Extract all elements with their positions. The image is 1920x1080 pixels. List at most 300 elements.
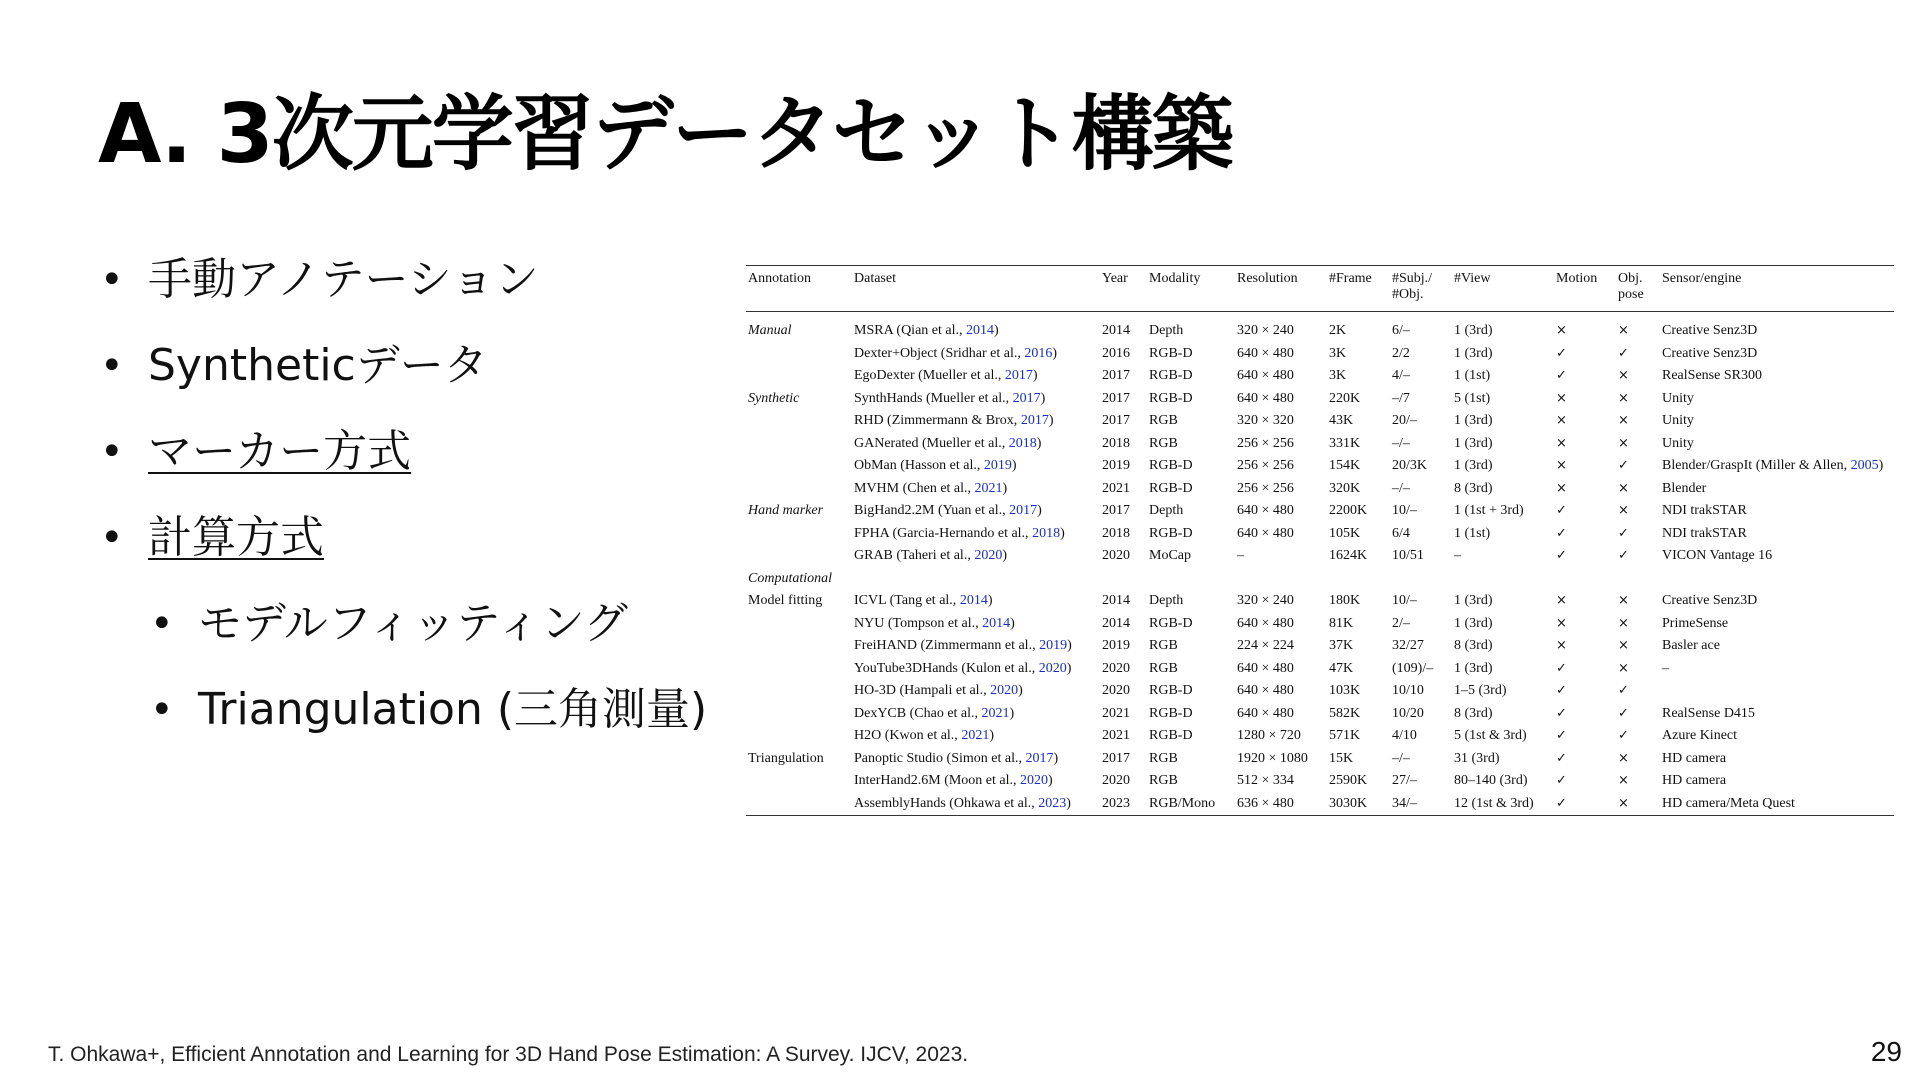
cell-motion: ✓: [1556, 728, 1567, 743]
cell-subj: [1390, 568, 1452, 591]
cell-annotation: Manual: [748, 323, 792, 338]
table-row: [746, 500, 1894, 523]
cell-dataset: [852, 478, 1100, 501]
cell-objpose: ✓: [1618, 548, 1629, 563]
cell-year: 2021: [1102, 480, 1130, 496]
cell-modality: [1147, 568, 1235, 591]
cell-resolution: [1235, 568, 1327, 591]
cell-motion: [1554, 568, 1616, 591]
dataset-name: ObMan (Hasson et al.,: [854, 458, 984, 473]
cell-dataset: [852, 343, 1100, 366]
cell-year: 2017: [1102, 368, 1130, 383]
cell-view: 8 (3rd): [1454, 480, 1493, 496]
cell-annotation: [746, 545, 852, 568]
citation-link[interactable]: 2020: [1038, 660, 1067, 676]
cell-year: 2014: [1102, 323, 1130, 338]
cell-modality: RGB-D: [1149, 705, 1193, 721]
cell-sensor: Blender: [1662, 480, 1707, 496]
cell-view: 12 (1st & 3rd): [1454, 795, 1534, 811]
citation-link[interactable]: 2016: [1024, 345, 1053, 361]
cell-frame: 3K: [1329, 368, 1347, 383]
dataset-name: BigHand2.2M (Yuan et al.,: [854, 503, 1010, 518]
cell-motion: ×: [1556, 435, 1567, 451]
cell-subj: –/–: [1392, 750, 1410, 766]
column-header: Sensor/engine: [1662, 271, 1742, 286]
cell-dataset: [852, 590, 1100, 613]
cell-sensor: RealSense SR300: [1662, 368, 1762, 383]
close-paren: ): [989, 728, 994, 743]
cell-sensor: [1660, 568, 1894, 591]
close-paren: ): [1052, 345, 1058, 361]
citation-link[interactable]: 2021: [981, 705, 1010, 721]
cell-dataset: [852, 635, 1100, 658]
cell-objpose: ×: [1618, 615, 1629, 631]
cell-view: 1–5 (3rd): [1454, 683, 1507, 698]
dataset-name: FreiHAND (Zimmermann et al.,: [854, 638, 1040, 653]
cell-year: 2021: [1102, 728, 1130, 743]
cell-resolution: 640 × 480: [1237, 368, 1294, 383]
cell-motion: ✓: [1556, 795, 1567, 811]
cell-modality: RGB: [1149, 660, 1178, 676]
table-row: [746, 388, 1894, 411]
bullet-dot-icon: •: [150, 601, 174, 647]
page-number: 29: [1870, 1036, 1902, 1067]
column-header: Obj. pose: [1618, 271, 1644, 302]
cell-frame: 81K: [1329, 615, 1354, 631]
cell-subj: 34/–: [1392, 795, 1417, 811]
column-header: Resolution: [1237, 271, 1298, 286]
cell-objpose: ×: [1618, 323, 1629, 338]
cell-annotation: [746, 433, 852, 456]
close-paren: ): [1040, 390, 1046, 406]
cell-view: 31 (3rd): [1454, 750, 1500, 766]
close-paren: ): [1032, 368, 1038, 383]
cell-motion: ✓: [1556, 503, 1567, 518]
citation-link[interactable]: 2020: [990, 683, 1019, 698]
cell-frame: 105K: [1329, 525, 1361, 541]
cell-annotation: Computational: [748, 570, 833, 586]
cell-annotation: Model fitting: [748, 593, 823, 608]
citation-link[interactable]: 2014: [959, 593, 988, 608]
dataset-table: [746, 265, 1894, 816]
cell-dataset: [852, 410, 1100, 433]
citation-link[interactable]: 2020: [974, 548, 1003, 563]
cell-year: 2017: [1102, 413, 1130, 428]
cell-sensor: Unity: [1662, 413, 1694, 428]
cell-view: 1 (1st): [1454, 368, 1491, 383]
cell-dataset: [852, 365, 1100, 388]
cell-subj: 10/20: [1392, 705, 1424, 721]
cell-dataset: [852, 388, 1100, 411]
citation-footer: T. Ohkawa+, Efficient Annotation and Learning for 3D Hand Pose Estimation: A Survey. IJCV, 2023.: [48, 1043, 969, 1066]
table-row: [746, 635, 1894, 658]
dataset-name: Panoptic Studio (Simon et al.,: [854, 750, 1026, 766]
cell-modality: RGB-D: [1149, 458, 1193, 473]
cell-resolution: 256 × 256: [1237, 435, 1294, 451]
cell-frame: 37K: [1329, 638, 1354, 653]
table-row: [746, 613, 1894, 636]
cell-frame: [1327, 568, 1390, 591]
dataset-name: H2O (Kwon et al.,: [854, 728, 962, 743]
column-header: Motion: [1556, 271, 1598, 286]
bullet-text: 手動アノテーション: [148, 254, 539, 305]
cell-motion: ✓: [1556, 548, 1567, 563]
close-paren: ): [1036, 435, 1042, 451]
cell-objpose: ×: [1618, 750, 1629, 766]
cell-objpose: ✓: [1618, 705, 1629, 721]
dataset-name: NYU (Tompson et al.,: [854, 615, 983, 631]
cell-year: 2019: [1102, 638, 1130, 653]
bullet-dot-icon: •: [100, 429, 124, 475]
cell-annotation: Synthetic: [748, 390, 800, 406]
cell-year: 2020: [1102, 683, 1130, 698]
citation-link[interactable]: 2019: [983, 458, 1012, 473]
cell-annotation: [746, 793, 852, 816]
cell-view: 1 (3rd): [1454, 458, 1493, 473]
bullet-text: Triangulation (三角測量): [198, 684, 708, 735]
cell-motion: ×: [1556, 323, 1567, 338]
cell-modality: RGB-D: [1149, 368, 1193, 383]
cell-motion: ✓: [1556, 750, 1567, 766]
dataset-name: DexYCB (Chao et al.,: [854, 705, 982, 721]
cell-annotation: Hand marker: [748, 503, 824, 518]
cell-dataset: [852, 433, 1100, 456]
cell-frame: 331K: [1329, 435, 1361, 451]
cell-subj: 10/51: [1392, 548, 1424, 563]
cell-view: –: [1454, 548, 1461, 563]
cell-modality: RGB: [1149, 638, 1178, 653]
cell-dataset: [852, 658, 1100, 681]
dataset-table-wrapper: [746, 265, 1894, 816]
cell-frame: 571K: [1329, 728, 1361, 743]
cell-objpose: ×: [1618, 480, 1629, 496]
cell-view: 1 (3rd): [1454, 413, 1493, 428]
close-paren: ): [1878, 458, 1884, 473]
cell-view: 1 (1st + 3rd): [1454, 503, 1524, 518]
cell-motion: ✓: [1556, 660, 1567, 676]
table-header-row: [746, 266, 1894, 312]
cell-subj: 2/2: [1392, 345, 1410, 361]
table-row: [746, 343, 1894, 366]
cell-dataset: [852, 793, 1100, 816]
cell-motion: ×: [1556, 458, 1567, 473]
slide-title: A. 3次元学習データセット構築: [98, 87, 1232, 182]
cell-modality: RGB: [1149, 773, 1178, 788]
cell-modality: RGB-D: [1149, 683, 1193, 698]
cell-objpose: ×: [1618, 638, 1629, 653]
citation-link[interactable]: 2018: [1032, 525, 1061, 541]
cell-objpose: ×: [1618, 435, 1629, 451]
citation-link[interactable]: 2021: [974, 480, 1003, 496]
cell-view: 1 (3rd): [1454, 593, 1493, 608]
cell-sensor: Creative Senz3D: [1662, 345, 1758, 361]
cell-dataset: [852, 523, 1100, 546]
cell-view: 8 (3rd): [1454, 705, 1493, 721]
cell-frame: 43K: [1329, 413, 1354, 428]
cell-resolution: 640 × 480: [1237, 525, 1294, 541]
cell-modality: RGB-D: [1149, 525, 1193, 541]
cell-motion: ✓: [1556, 345, 1567, 361]
cell-resolution: 640 × 480: [1237, 660, 1294, 676]
cell-year: 2020: [1102, 660, 1130, 676]
citation-link[interactable]: 2014: [982, 615, 1011, 631]
cell-resolution: 256 × 256: [1237, 458, 1294, 473]
cell-annotation: [746, 658, 852, 681]
close-paren: ): [1053, 750, 1059, 766]
column-header: Dataset: [854, 271, 896, 286]
table-row: [746, 433, 1894, 456]
table-row: [746, 478, 1894, 501]
cell-resolution: 320 × 240: [1237, 593, 1294, 608]
dataset-name: SynthHands (Mueller et al.,: [854, 390, 1013, 406]
cell-subj: 10/10: [1392, 683, 1424, 698]
cell-frame: 220K: [1329, 390, 1361, 406]
cell-dataset: [852, 703, 1100, 726]
cell-objpose: ×: [1618, 390, 1629, 406]
cell-resolution: 320 × 240: [1237, 323, 1294, 338]
cell-frame: 1624K: [1329, 548, 1368, 563]
dataset-name: GRAB (Taheri et al.,: [854, 548, 975, 563]
cell-frame: 320K: [1329, 480, 1361, 496]
table-row: [746, 770, 1894, 793]
cell-year: [1100, 568, 1147, 591]
cell-subj: –/7: [1392, 390, 1410, 406]
column-header: Modality: [1149, 271, 1201, 286]
table-row: [746, 725, 1894, 748]
cell-frame: 582K: [1329, 705, 1361, 721]
cell-objpose: ✓: [1618, 345, 1629, 361]
cell-view: [1452, 568, 1554, 591]
cell-subj: 32/27: [1392, 638, 1424, 653]
cell-objpose: ×: [1618, 413, 1629, 428]
cell-resolution: 640 × 480: [1237, 345, 1294, 361]
cell-modality: RGB-D: [1149, 480, 1193, 496]
cell-resolution: 320 × 320: [1237, 413, 1294, 428]
cell-annotation: [746, 680, 852, 703]
close-paren: ): [1002, 548, 1007, 563]
cell-modality: RGB-D: [1149, 390, 1193, 406]
cell-year: 2014: [1102, 593, 1130, 608]
cell-annotation: [746, 365, 852, 388]
close-paren: ): [1060, 525, 1065, 541]
cell-sensor: RealSense D415: [1662, 705, 1755, 721]
cell-year: 2023: [1102, 795, 1130, 811]
table-header: [746, 266, 1894, 312]
cell-motion: ×: [1556, 413, 1567, 428]
cell-annotation: [746, 343, 852, 366]
close-paren: ): [1037, 503, 1042, 518]
cell-frame: 3K: [1329, 345, 1347, 361]
dataset-name: RHD (Zimmermann & Brox,: [854, 413, 1021, 428]
citation-link[interactable]: 2014: [966, 323, 994, 338]
cell-resolution: 640 × 480: [1237, 705, 1294, 721]
cell-sensor: Basler ace: [1662, 638, 1720, 653]
cell-objpose: ✓: [1618, 728, 1629, 743]
cell-modality: Depth: [1149, 323, 1184, 338]
cell-view: 1 (3rd): [1454, 345, 1493, 361]
cell-resolution: 1280 × 720: [1237, 728, 1301, 743]
cell-sensor: [1660, 455, 1894, 478]
column-header: #Frame: [1329, 271, 1372, 286]
cell-view: 1 (3rd): [1454, 615, 1493, 631]
dataset-name: MSRA (Qian et al.,: [854, 323, 966, 338]
cell-sensor: PrimeSense: [1662, 615, 1729, 631]
table-row: [746, 793, 1894, 816]
cell-frame: 2590K: [1329, 773, 1368, 788]
dataset-name: AssemblyHands (Ohkawa et al.,: [854, 795, 1039, 811]
citation-link[interactable]: 2020: [1020, 773, 1049, 788]
table-row: [746, 523, 1894, 546]
cell-frame: 2200K: [1329, 503, 1368, 518]
cell-objpose: ✓: [1618, 458, 1629, 473]
bullet-text: マーカー方式: [148, 426, 412, 477]
close-paren: ): [987, 593, 993, 608]
cell-dataset: [852, 455, 1100, 478]
table-row: [746, 455, 1894, 478]
cell-subj: 6/–: [1392, 323, 1410, 338]
cell-dataset: [852, 500, 1100, 523]
cell-modality: RGB: [1149, 750, 1178, 766]
cell-year: 2017: [1102, 503, 1130, 518]
bullet-dot-icon: •: [100, 343, 124, 389]
close-paren: ): [1018, 683, 1023, 698]
citation-link[interactable]: 2017: [1012, 390, 1041, 406]
close-paren: ): [994, 323, 999, 338]
cell-view: 1 (3rd): [1454, 323, 1493, 338]
cell-sensor: Creative Senz3D: [1662, 323, 1758, 338]
cell-sensor: Unity: [1662, 435, 1694, 451]
close-paren: ): [1048, 413, 1054, 428]
cell-subj: 20/3K: [1392, 458, 1427, 473]
dataset-name: HO-3D (Hampali et al.,: [854, 683, 991, 698]
cell-modality: RGB: [1149, 413, 1178, 428]
citation-link[interactable]: 2017: [1004, 368, 1033, 383]
cell-sensor: HD camera: [1662, 773, 1727, 788]
cell-modality: Depth: [1149, 503, 1184, 518]
citation-link[interactable]: 2017: [1020, 413, 1049, 428]
cell-frame: 47K: [1329, 660, 1354, 676]
cell-sensor: Creative Senz3D: [1662, 593, 1758, 608]
cell-dataset: [852, 613, 1100, 636]
cell-subj: 4/–: [1392, 368, 1410, 383]
citation-link[interactable]: 2017: [1009, 503, 1038, 518]
cell-motion: ×: [1556, 615, 1567, 631]
cell-sensor: NDI trakSTAR: [1662, 525, 1747, 541]
cell-subj: 27/–: [1392, 773, 1417, 788]
cell-subj: 4/10: [1392, 728, 1417, 743]
cell-annotation: Triangulation: [748, 750, 824, 766]
cell-motion: ×: [1556, 390, 1567, 406]
dataset-name: Dexter+Object (Sridhar et al.,: [854, 345, 1025, 361]
dataset-name: FPHA (Garcia-Hernando et al.,: [854, 525, 1033, 541]
table-row: [746, 545, 1894, 568]
cell-resolution: 224 × 224: [1237, 638, 1294, 653]
cell-objpose: [1616, 568, 1660, 591]
table-row: [746, 365, 1894, 388]
cell-dataset: [852, 568, 1100, 591]
cell-year: 2020: [1102, 548, 1130, 563]
cell-resolution: –: [1237, 548, 1244, 563]
close-paren: ): [1009, 705, 1015, 721]
cell-annotation: [746, 523, 852, 546]
cell-objpose: ×: [1618, 503, 1629, 518]
cell-resolution: 640 × 480: [1237, 615, 1294, 631]
column-header: #View: [1454, 271, 1491, 286]
cell-sensor: Unity: [1662, 390, 1694, 406]
column-header: Year: [1102, 271, 1128, 286]
table-row: [746, 568, 1894, 591]
cell-modality: RGB-D: [1149, 345, 1193, 361]
cell-objpose: ×: [1618, 773, 1629, 788]
cell-sensor: VICON Vantage 16: [1662, 548, 1773, 563]
bullet-text: Syntheticデータ: [148, 340, 488, 391]
cell-objpose: ×: [1618, 368, 1629, 383]
cell-year: 2017: [1102, 750, 1130, 766]
cell-sensor: NDI trakSTAR: [1662, 503, 1747, 518]
cell-annotation: [746, 770, 852, 793]
cell-objpose: ×: [1618, 795, 1629, 811]
cell-view: 80–140 (3rd): [1454, 773, 1528, 788]
citation-link[interactable]: 2018: [1008, 435, 1037, 451]
sensor-name: Blender/GraspIt (Miller & Allen,: [1662, 458, 1851, 473]
cell-resolution: 1920 × 1080: [1237, 750, 1308, 766]
cell-year: 2021: [1102, 705, 1130, 721]
cell-motion: ✓: [1556, 368, 1567, 383]
citation-link[interactable]: 2005: [1850, 458, 1879, 473]
cell-sensor: Azure Kinect: [1662, 728, 1738, 743]
cell-dataset: [852, 725, 1100, 748]
citation-link[interactable]: 2019: [1039, 638, 1068, 653]
cell-year: 2020: [1102, 773, 1130, 788]
dataset-name: InterHand2.6M (Moon et al.,: [854, 773, 1021, 788]
citation-link[interactable]: 2017: [1025, 750, 1054, 766]
citation-link[interactable]: 2021: [961, 728, 990, 743]
close-paren: ): [1066, 795, 1071, 811]
bullet-text: モデルフィッティング: [198, 598, 628, 649]
cell-resolution: 512 × 334: [1237, 773, 1294, 788]
cell-resolution: 640 × 480: [1237, 683, 1294, 698]
cell-modality: RGB/Mono: [1149, 795, 1216, 811]
dataset-name: EgoDexter (Mueller et al.,: [854, 368, 1005, 383]
cell-annotation: [746, 455, 852, 478]
cell-modality: RGB: [1149, 435, 1178, 451]
cell-modality: RGB-D: [1149, 728, 1193, 743]
dataset-name: YouTube3DHands (Kulon et al.,: [854, 660, 1039, 676]
cell-frame: 15K: [1329, 750, 1354, 766]
cell-year: 2014: [1102, 615, 1130, 631]
cell-annotation: [746, 410, 852, 433]
column-header: #Subj./ #Obj.: [1392, 271, 1433, 302]
cell-year: 2018: [1102, 525, 1130, 541]
cell-resolution: 640 × 480: [1237, 503, 1294, 518]
bullet-dot-icon: •: [100, 515, 124, 561]
cell-objpose: ×: [1618, 593, 1629, 608]
cell-subj: 6/4: [1392, 525, 1410, 541]
cell-annotation: [746, 635, 852, 658]
cell-sensor: HD camera: [1662, 750, 1727, 766]
cell-view: 1 (3rd): [1454, 435, 1493, 451]
cell-view: 5 (1st): [1454, 390, 1491, 406]
cell-year: 2018: [1102, 435, 1130, 451]
cell-subj: 10/–: [1392, 503, 1417, 518]
dataset-name: MVHM (Chen et al.,: [854, 480, 975, 496]
dataset-name: ICVL (Tang et al.,: [854, 593, 960, 608]
citation-link[interactable]: 2023: [1038, 795, 1067, 811]
table-row: [746, 590, 1894, 613]
cell-annotation: [746, 703, 852, 726]
cell-motion: ✓: [1556, 773, 1567, 788]
cell-dataset: [852, 748, 1100, 771]
